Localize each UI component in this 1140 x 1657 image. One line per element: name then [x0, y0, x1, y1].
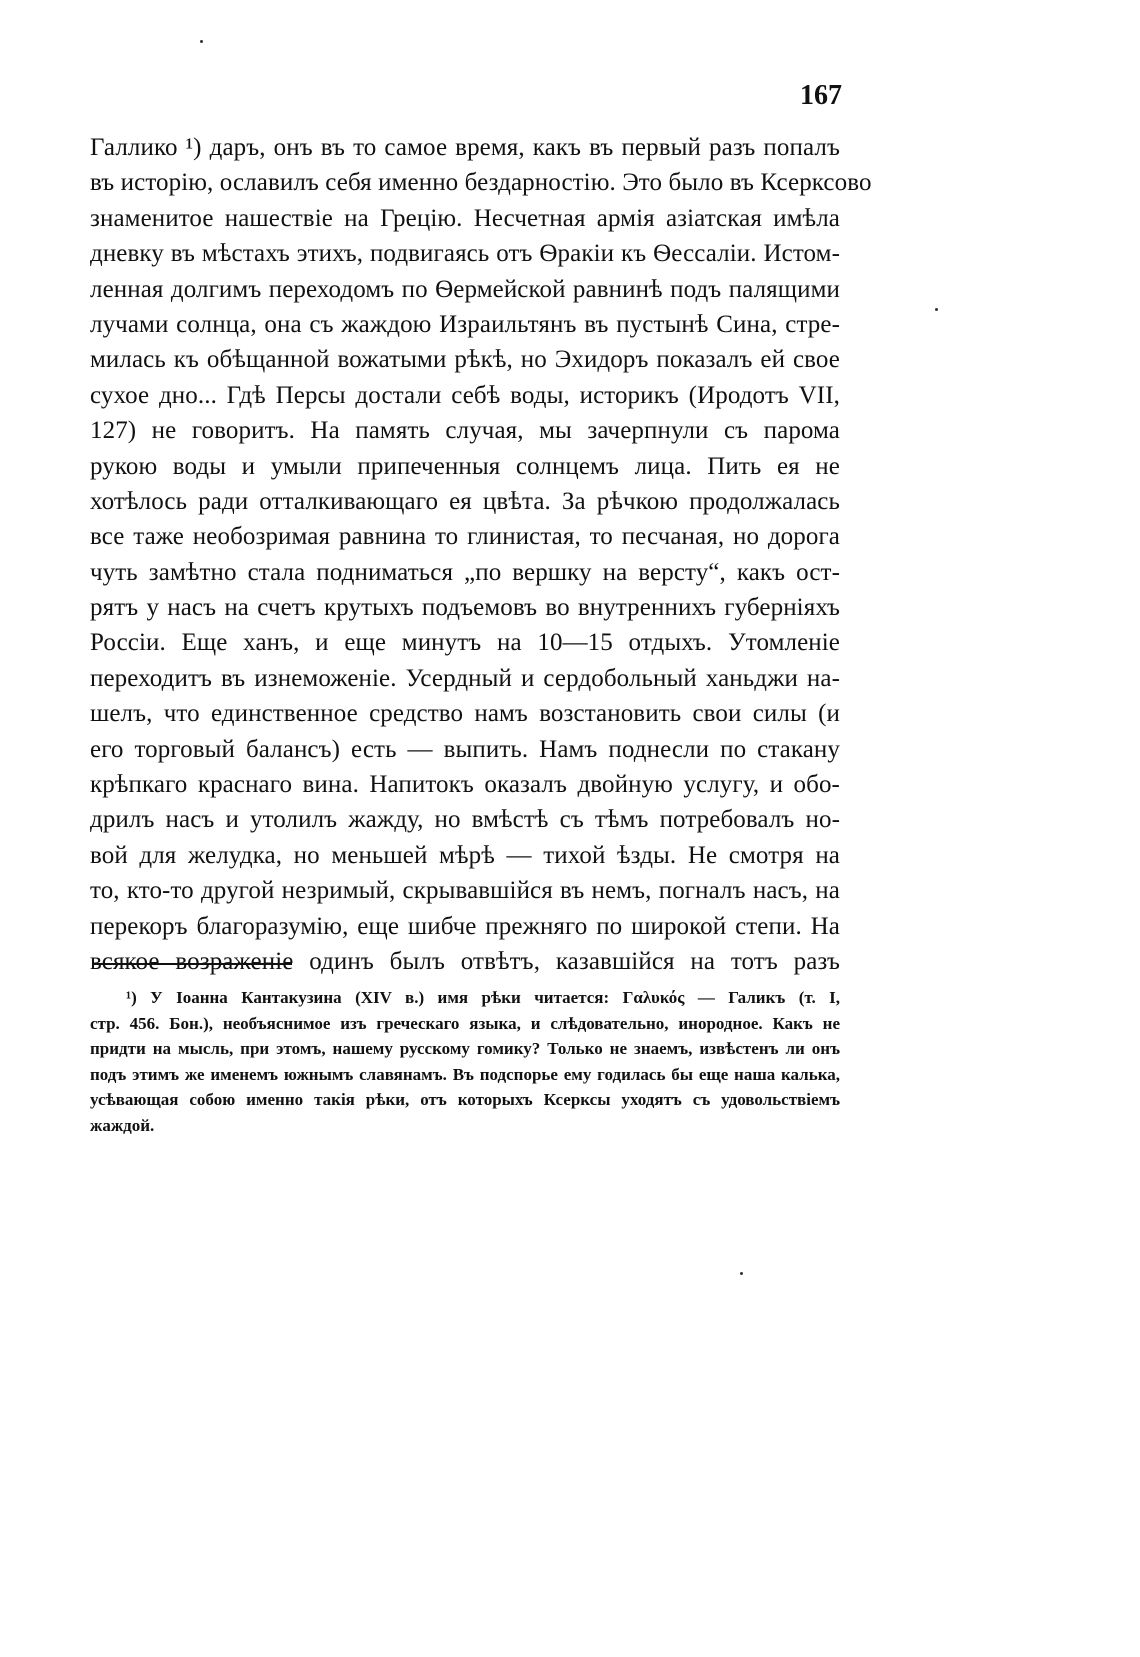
footnote-line: ¹) У Іоанна Кантакузина (XIV в.) имя рѣки читается: Γαλυκός — Галикъ (т. I,	[126, 988, 840, 1007]
text-line: крѣпкаго краснаго вина. Напитокъ оказалъ двойную услугу, и обо-	[90, 771, 840, 799]
text-line: чуть замѣтно стала подниматься „по вершку на версту“, какъ ост-	[90, 558, 840, 586]
footnote	[90, 985, 840, 1138]
scan-speck	[740, 1272, 743, 1275]
footnote-line: усѣвающая собою именно такія рѣки, отъ которыхъ Ксерксы уходятъ съ удовольствіемъ	[90, 1090, 840, 1109]
text-line: вой для желудка, но меньшей мѣрѣ — тихой ѣзды. Не смотря на	[90, 841, 840, 869]
text-line: въ исторію, ославилъ себя именно бездарностію. Это было въ Ксерксово	[90, 169, 872, 197]
text-line: милась къ обѣщанной вожатыми рѣкѣ, но Эхидоръ показалъ ей свое	[90, 346, 840, 374]
text-line: ленная долгимъ переходомъ по Ѳермейской равнинѣ подъ палящими	[90, 275, 840, 303]
text-line: его торговый балансъ) есть — выпить. Намъ поднесли по стакану	[90, 735, 840, 763]
text-line: знаменитое нашествіе на Грецію. Несчетная армія азіатская имѣла	[90, 204, 840, 232]
text-line: все таже необозримая равнина то глинистая, то песчаная, но дорога	[90, 523, 840, 551]
text-line: шелъ, что единственное средство намъ возстановить свои силы (и	[90, 700, 840, 728]
text-line: лучами солнца, она съ жаждою Израильтянъ въ пустынѣ Сина, стре-	[90, 310, 840, 338]
text-line: сухое дно... Гдѣ Персы достали себѣ воды, историкъ (Иродотъ VII,	[90, 381, 840, 409]
text-line: перекоръ благоразумію, еще шибче прежняго по широкой степи. На	[90, 912, 840, 940]
text-line: 127) не говоритъ. На память случая, мы зачерпнули съ парома	[90, 417, 840, 445]
text-line: переходитъ въ изнеможеніе. Усердный и сердобольный ханьджи на-	[90, 664, 840, 692]
text-line: Галлико ¹) даръ, онъ въ то самое время, какъ въ первый разъ попалъ	[90, 134, 840, 161]
text-line: рятъ у насъ на счетъ крутыхъ подъемовъ во внутреннихъ губерніяхъ	[90, 594, 840, 622]
body-text	[90, 130, 872, 979]
footnote-line: придти на мысль, при этомъ, нашему русскому гомику? Только не знаемъ, извѣстенъ ли онъ	[90, 1039, 840, 1058]
scan-speck	[200, 40, 203, 43]
footnote-line: жаждой.	[90, 1115, 155, 1135]
text-line: дневку въ мѣстахъ этихъ, подвигаясь отъ Ѳракіи къ Ѳессаліи. Истом-	[90, 240, 840, 268]
footnote-line: стр. 456. Бон.), необъяснимое изъ греческаго языка, и слѣдовательно, инородное. Какъ не	[90, 1013, 840, 1033]
footnote-line: подъ этимъ же именемъ южнымъ славянамъ. Въ подспорье ему годилась бы еще наша калька,	[90, 1064, 840, 1084]
text-line: то, кто-то другой незримый, скрывавшійся въ немъ, погналъ насъ, на	[90, 877, 840, 905]
text-line: всякое возраженіе одинъ былъ отвѣтъ, казавшійся на тотъ разъ	[90, 947, 840, 975]
page-number: 167	[800, 80, 842, 111]
footnote-rule	[92, 963, 292, 965]
text-line: рукою воды и умыли припеченныя солнцемъ лица. Пить ея не	[90, 452, 840, 480]
text-line: Россіи. Еще ханъ, и еще минутъ на 10—15 отдыхъ. Утомленіе	[90, 629, 840, 657]
text-line: дрилъ насъ и утолилъ жажду, но вмѣстѣ съ тѣмъ потребовалъ но-	[90, 806, 840, 834]
text-line: хотѣлось ради отталкивающаго ея цвѣта. За рѣчкою продолжалась	[90, 487, 840, 515]
scan-speck	[935, 308, 938, 311]
